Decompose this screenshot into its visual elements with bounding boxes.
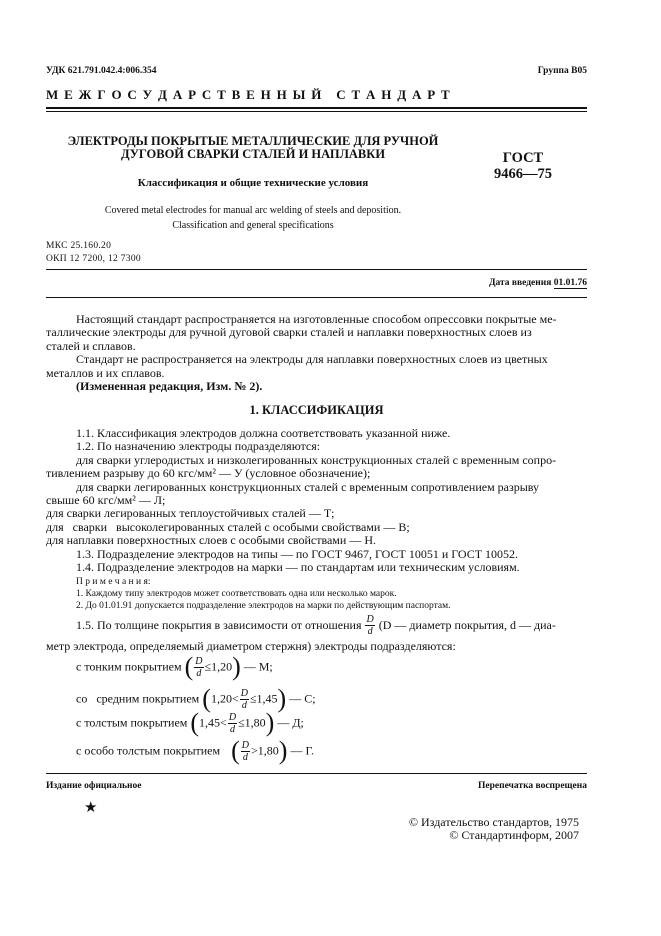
formula-fraction [241, 740, 250, 763]
intro-line: таллические электроды для ручной дуговой сварки сталей и наплавки поверхностных слоев из [46, 325, 532, 340]
formula-bound: ≤1,80 [238, 715, 266, 730]
purpose-l-line-1: для сварки легированных конструкционных сталей с временным сопротивлением разрыву [76, 479, 540, 494]
fraction-numerator: D [228, 711, 237, 723]
formula-label: с особо толстым покрытием [76, 743, 221, 758]
purpose-v: для сварки высоколегированных сталей с особыми свойствами — В; [46, 519, 410, 534]
fraction-denominator: d [367, 626, 373, 637]
clause-1-5-pre: 1.5. По толщине покрытия в зависимости от отношения [76, 618, 362, 632]
fraction-denominator: d [242, 751, 248, 763]
copyright-2: © Стандартинформ, 2007 [449, 828, 579, 842]
star-icon: ★ [84, 800, 98, 816]
fraction-numerator: D [366, 614, 374, 625]
okp-code: ОКП 12 7200, 12 7300 [46, 254, 141, 264]
reprint-notice: Перепечатка воспрещена [477, 781, 587, 791]
formula-bound: ≤1,20 [204, 659, 233, 674]
formula-lower-bound: 1,45< [199, 715, 227, 730]
note-2: 2. До 01.01.91 допускается подразделение электродов на марки по действующим паспортам. [76, 601, 451, 611]
group-code: Группа В05 [537, 66, 587, 76]
clause-1-5-mid: (D — диаметр покрытия, d — диа- [378, 618, 556, 632]
header-rule-thick [46, 107, 587, 109]
purpose-n: для наплавки поверхностных слоев с особыми свойствами — Н. [46, 533, 376, 548]
title-subtitle: Классификация и общие технические условия [137, 177, 369, 189]
formula-bound: ≤1,45 [249, 691, 278, 706]
formula-label: с тонким покрытием [76, 659, 182, 674]
date-rule [46, 297, 587, 298]
purpose-t: для сварки легированных теплоустойчивых сталей — Т; [46, 506, 335, 521]
formula-class: — Г. [290, 743, 315, 758]
official-edition: Издание официальное [46, 781, 142, 791]
formula-class: — Д; [277, 715, 304, 730]
formula-lower-bound: 1,20< [210, 691, 239, 706]
copyright-1: © Издательство стандартов, 1975 [408, 815, 579, 829]
formula-label: со средним покрытием [76, 691, 200, 706]
fraction-denominator: d [241, 699, 247, 711]
revision-note: (Измененная редакция, Изм. № 2). [76, 379, 263, 394]
footer-rule [46, 773, 587, 774]
english-title [46, 203, 460, 233]
title-block [46, 135, 460, 161]
paren-close: ) [232, 652, 241, 681]
standard-banner: М Е Ж Г О С У Д А Р С Т В Е Н Н Ы Й С Т А Н Д А Р Т [46, 87, 452, 102]
fraction-numerator: D [195, 655, 203, 667]
effective-date [489, 278, 587, 288]
gost-designation [478, 150, 568, 182]
paren-open: ( [231, 736, 240, 765]
udk-code: УДК 621.791.042.4:006.354 [46, 66, 157, 76]
paren-close: ) [278, 736, 288, 765]
ratio-fraction [365, 614, 374, 637]
classification-codes [46, 240, 141, 266]
clause-1-4: 1.4. Подразделение электродов на марки — по стандартам или техническим условиям. [76, 560, 520, 575]
formula-thin [76, 654, 273, 680]
formula-class: — М; [243, 659, 273, 674]
paren-open: ( [190, 708, 200, 737]
section-1-body [46, 427, 587, 574]
formula-class: — С; [289, 691, 316, 706]
formula-bound: >1,80 [251, 743, 279, 758]
intro-line: Стандарт не распространяется на электроды для наплавки поверхностных слоев из цветных [76, 352, 548, 367]
fraction-denominator: d [196, 667, 202, 679]
formula-extra-thick [76, 738, 314, 764]
title-line-1: ЭЛЕКТРОДЫ ПОКРЫТЫЕ МЕТАЛЛИЧЕСКИЕ ДЛЯ РУЧНОЙ [67, 134, 439, 148]
paren-open: ( [202, 684, 211, 713]
paren-open: ( [184, 652, 194, 681]
formula-fraction [240, 688, 249, 711]
clause-1-2: 1.2. По назначению электроды подразделяются: [76, 439, 321, 454]
english-title-line-2: Classification and general specifications [172, 220, 334, 231]
formula-label: с толстым покрытием [76, 715, 188, 730]
paren-close: ) [277, 684, 287, 713]
clause-1-5 [76, 614, 556, 637]
copyright-block [409, 816, 579, 842]
formula-fraction [194, 656, 203, 679]
intro-line: Настоящий стандарт распространяется на изготовленные способом опрессовки покрытые ме- [76, 312, 557, 326]
notes-block [76, 576, 451, 612]
effective-date-label: Дата введения [488, 278, 552, 288]
gost-label: ГОСТ [502, 150, 544, 166]
fraction-denominator: d [229, 723, 235, 735]
purpose-u-line-2: тивлением разрыву до 60 кгс/мм² — У (условное обозначение); [46, 466, 371, 481]
intro-line: металлов и их сплавов. [46, 365, 165, 380]
effective-date-value: 01.01.76 [553, 278, 587, 288]
intro-line: сталей и сплавов. [46, 338, 136, 353]
header-rule-thin [46, 111, 587, 112]
paren-close: ) [265, 708, 275, 737]
codes-rule [46, 269, 587, 270]
title-line-2: ДУГОВОЙ СВАРКИ СТАЛЕЙ И НАПЛАВКИ [120, 147, 386, 161]
gost-number: 9466—75 [494, 166, 552, 182]
formula-thick [76, 710, 304, 736]
purpose-l-line-2: свыше 60 кгс/мм² — Л; [46, 493, 166, 508]
section-heading: 1. КЛАССИФИКАЦИЯ [249, 403, 384, 417]
clause-1-1: 1.1. Классификация электродов должна соответствовать указанной ниже. [76, 426, 451, 440]
intro-section [46, 313, 587, 393]
clause-1-3: 1.3. Подразделение электродов на типы — по ГОСТ 9467, ГОСТ 10051 и ГОСТ 10052. [76, 546, 519, 561]
formula-fraction [228, 712, 237, 735]
clause-1-5-line-2: метр электрода, определяемый диаметром стержня) электроды подразделяются: [46, 639, 456, 653]
english-title-line-1: Covered metal electrodes for manual arc welding of steels and deposition. [104, 205, 402, 216]
fraction-numerator: D [240, 687, 248, 699]
mks-code: МКС 25.160.20 [46, 241, 112, 251]
notes-label: П р и м е ч а н и я: [76, 577, 151, 587]
purpose-u-line-1: для сварки углеродистых и низколегированных конструкционных сталей с временным сопро- [76, 452, 557, 467]
fraction-numerator: D [241, 739, 250, 751]
note-1: 1. Каждому типу электродов может соответствовать одна или несколько марок. [76, 589, 397, 599]
